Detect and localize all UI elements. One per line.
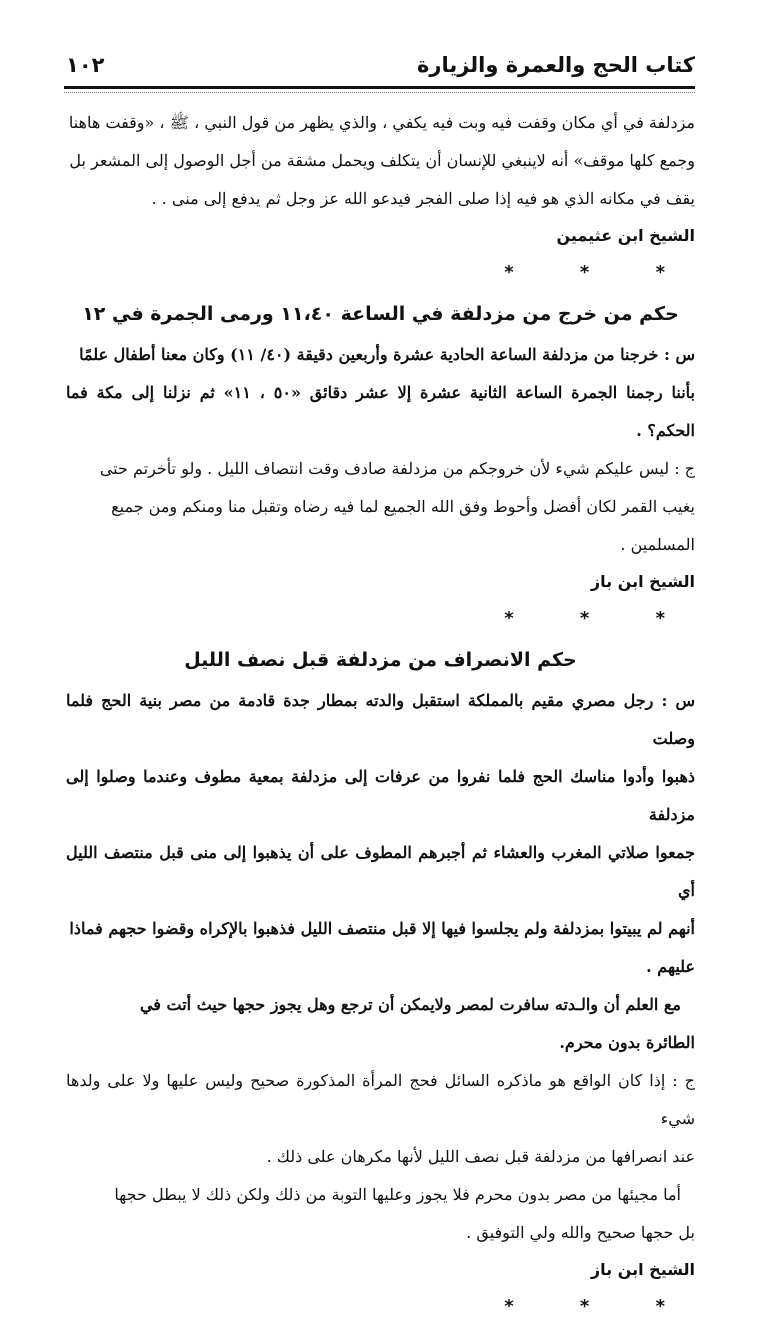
section-separator: * * * xyxy=(504,608,695,629)
section1-answer-line: يغيب القمر لكان أفضل وأحوط وفق الله الجميع لما فيه رضاه وتقبل منا ومنكم ومن جميع xyxy=(111,497,695,516)
section2-question-cont-line: مع العلم أن والـدته سافرت لمصر ولايمكن أن ترجع وهل يجوز حجها حيث أتت في xyxy=(139,995,681,1014)
section1-answer-line: ج : ليس عليكم شيء لأن خروجكم من مزدلفة صادف وقت انتصاف الليل . ولو تأخرتم حتى xyxy=(99,459,695,478)
section2-question-line: جمعوا صلاتي المغرب والعشاء ثم أجبرهم المطوف على أن يذهبوا إلى منى قبل منتصف الليل أي xyxy=(66,843,695,900)
section2-answer-cont-line: أما مجيئها من مصر بدون محرم فلا يجوز وعليها التوبة من ذلك ولكن ذلك لا يبطل حجها xyxy=(114,1185,681,1204)
intro-line: يقف في مكانه الذي هو فيه إذا صلى الفجر فيدعو الله عز وجل ثم يدفع إلى منى . . xyxy=(151,189,695,208)
section1-answer-line: المسلمين . xyxy=(620,535,695,554)
intro-line: مزدلفة في أي مكان وقفت فيه وبت فيه يكفي ، والذي يظهر من قول النبي ، ﷺ ، «وقفت هاهنا xyxy=(68,113,695,132)
section2-question-line: ذهبوا وأدوا مناسك الحج فلما نفروا من عرفات إلى مزدلفة بمعية مطوف وعندما وصلوا إلى مزدلفة xyxy=(66,767,695,824)
section1-title: حكم من خرج من مزدلفة في الساعة ١١،٤٠ ورمى الجمرة في ١٢ xyxy=(82,303,679,325)
section1-signature: الشيخ ابن باز xyxy=(590,572,695,591)
section2-question-cont-line: الطائرة بدون محرم. xyxy=(559,1033,695,1052)
intro-signature: الشيخ ابن عثيمين xyxy=(556,226,695,245)
section2-signature: الشيخ ابن باز xyxy=(590,1260,695,1279)
book-title: كتاب الحج والعمرة والزيارة xyxy=(416,53,695,77)
section1-question-line: بأننا رجمنا الجمرة الساعة الثانية عشرة إلا عشر دقائق «٥٠ ، ١١» ثم نزلنا إلى مكة فما الحكم؟ . xyxy=(66,383,695,440)
section2-answer-cont-line: بل حجها صحيح والله ولي التوفيق . xyxy=(466,1223,695,1242)
section2-question-line: أنهم لم يبيتوا بمزدلفة ولم يجلسوا فيها إلا قبل منتصف الليل فذهبوا بالإكراه وقضوا حجهم فماذا xyxy=(69,919,695,938)
section1-question-line: س : خرجنا من مزدلفة الساعة الحادية عشرة وأربعين دقيقة (٤٠/ ١١) وكان معنا أطفال علمًا xyxy=(79,345,695,364)
intro-line: وجمع كلها موقف» أنه لاينبغي للإنسان أن يتكلف ويحمل مشقة من أجل الوصول إلى المشعر بل xyxy=(69,151,695,170)
section2-answer-line: ج : إذا كان الواقع هو ماذكره السائل فحج المرأة المذكورة صحيح وليس عليها ولا على ولدها شيء xyxy=(66,1071,695,1128)
section-separator: * * * xyxy=(504,1296,695,1317)
running-header xyxy=(66,48,695,82)
section2-answer-line: عند انصرافها من مزدلفة قبل نصف الليل لأنها مكرهان على ذلك . xyxy=(266,1147,695,1166)
header-rule-dotted xyxy=(64,92,695,93)
section2-question-line: عليهم . xyxy=(646,957,695,976)
header-rule xyxy=(64,86,695,89)
section2-question-line: س : رجل مصري مقيم بالمملكة استقبل والدته بمطار جدة قادمة من مصر بنية الحج فلما وصلت xyxy=(66,691,695,748)
section-separator: * * * xyxy=(504,262,695,283)
page-body xyxy=(66,104,695,1326)
section2-title: حكم الانصراف من مزدلفة قبل نصف الليل xyxy=(184,649,577,671)
page-number: ١٠٢ xyxy=(66,53,105,77)
